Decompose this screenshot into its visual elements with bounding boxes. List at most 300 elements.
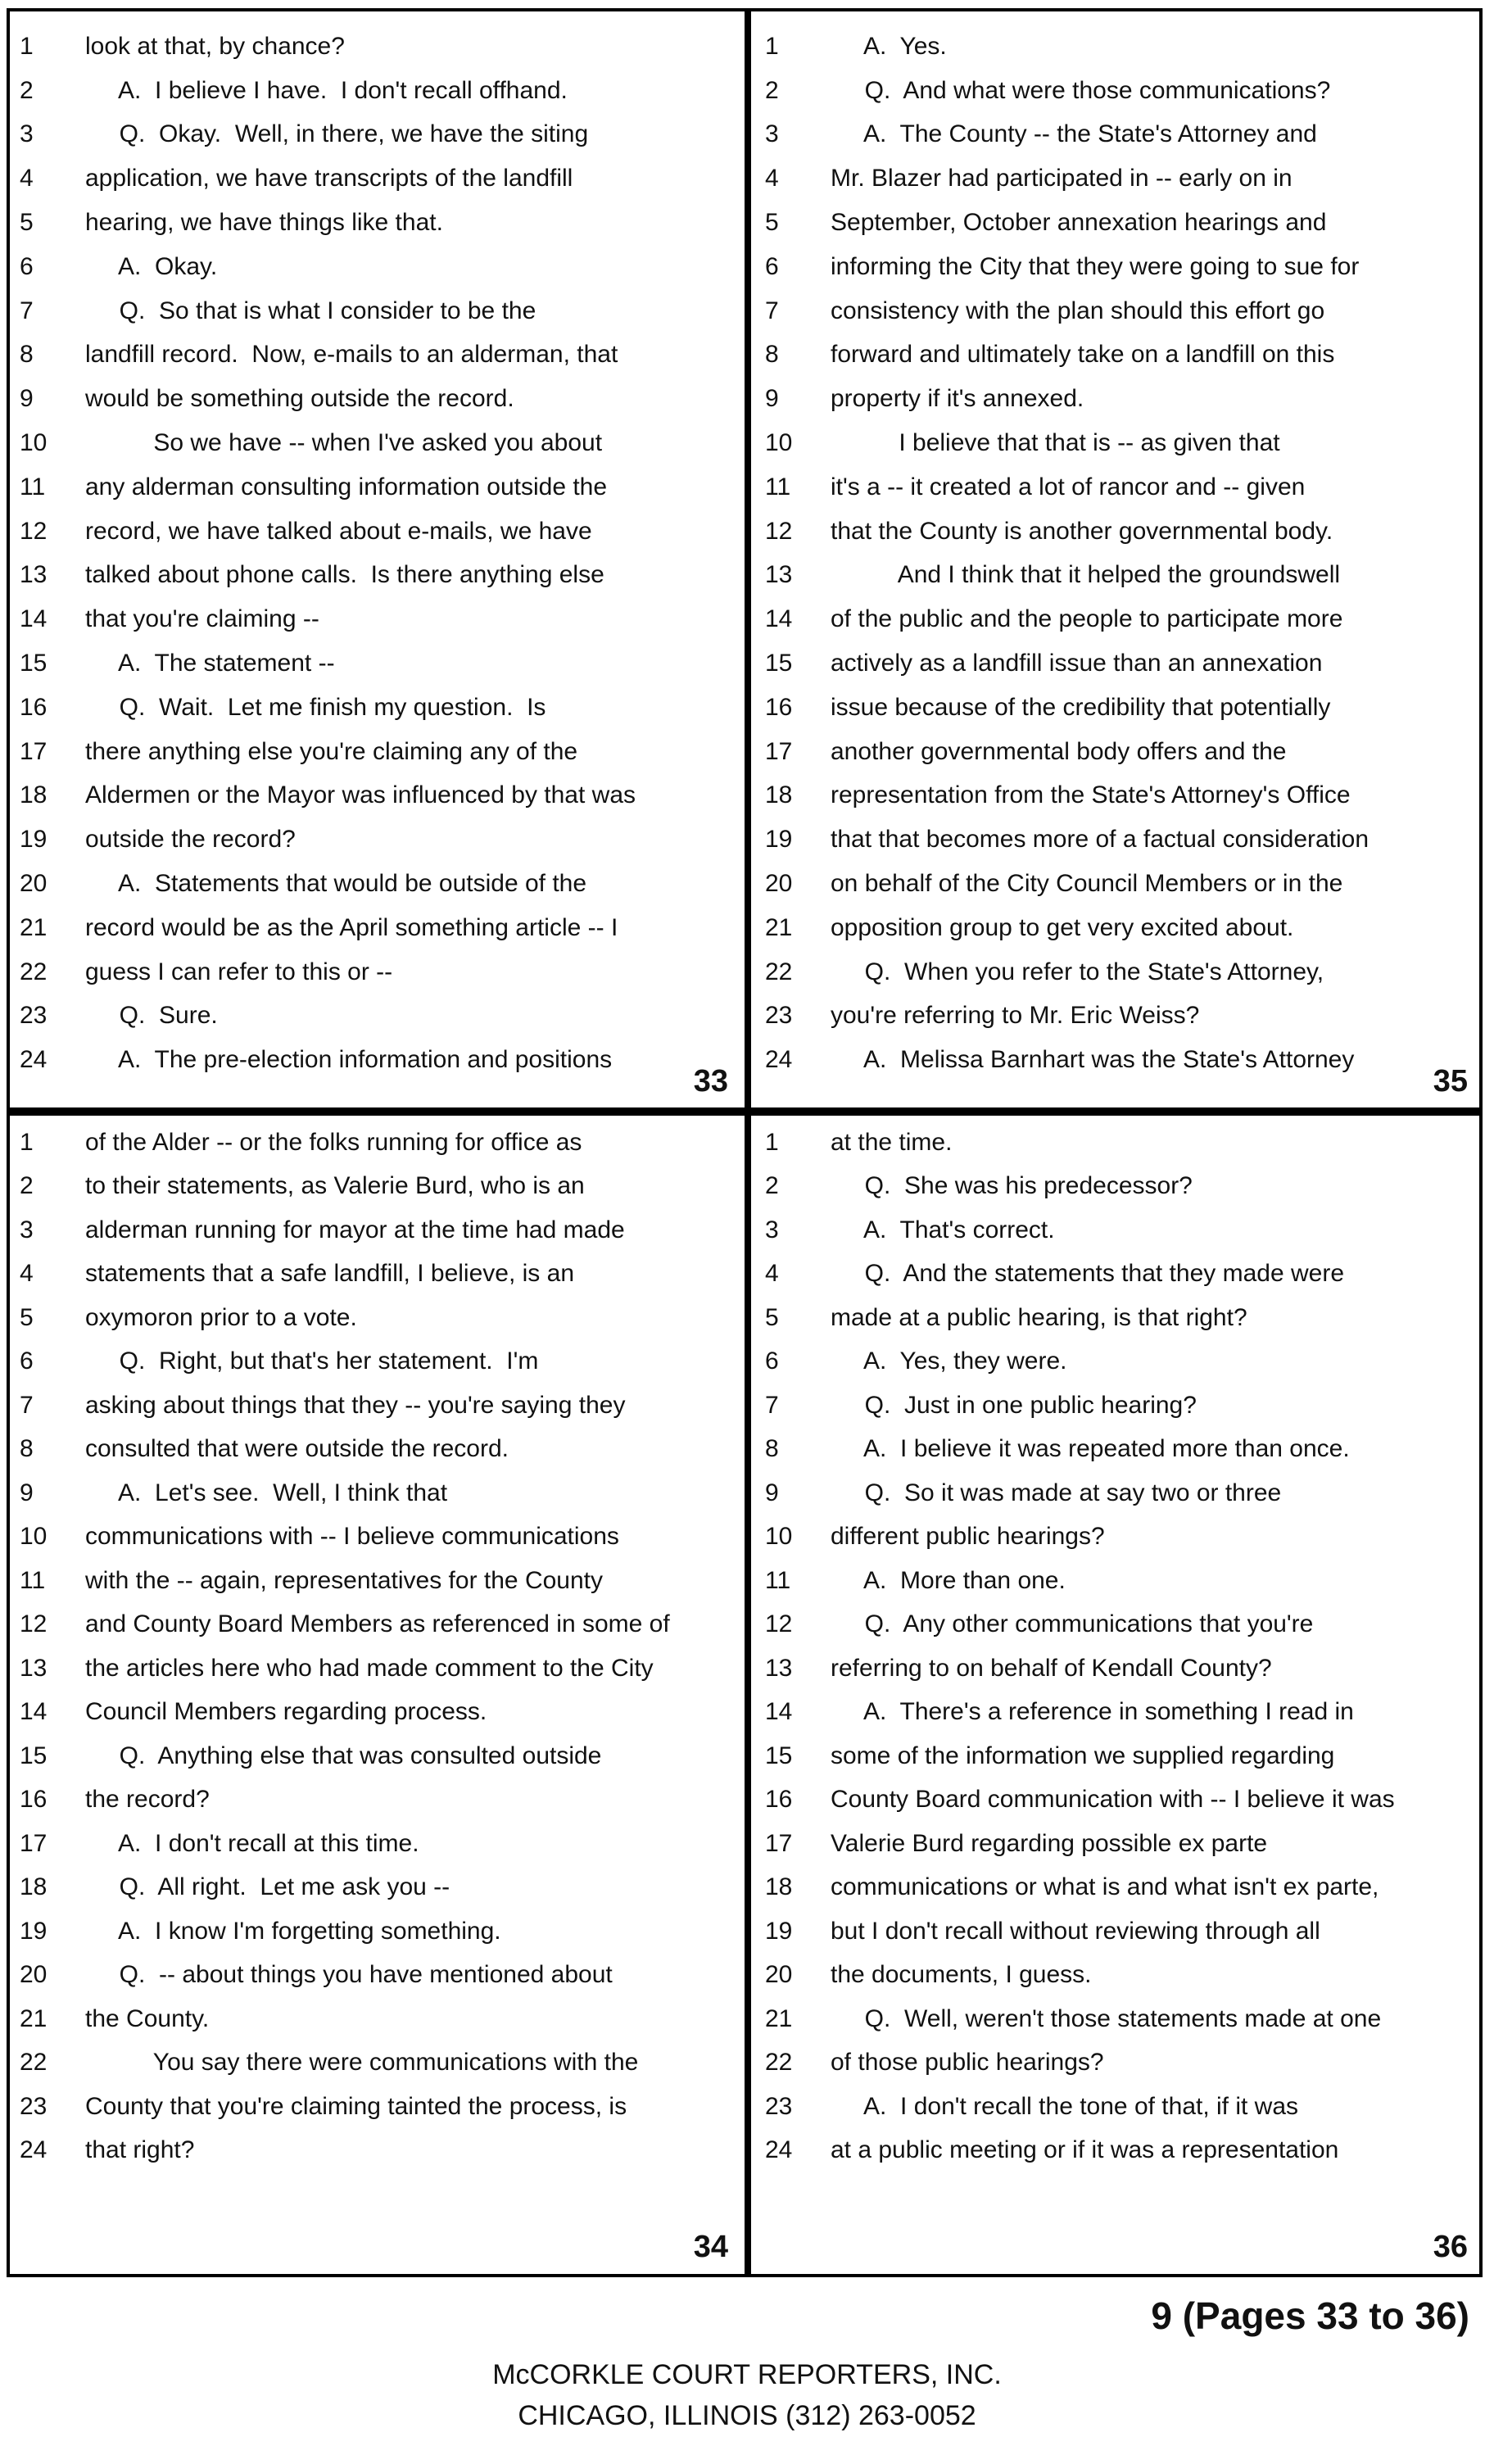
transcript-line (755, 1603, 1481, 1647)
line-number: 3 (765, 120, 779, 148)
line-number: 9 (20, 385, 34, 413)
line-number: 2 (20, 1172, 34, 1200)
line-number: 14 (20, 605, 48, 633)
line-text: landfill record. Now, e-mails to an alderman, that (85, 341, 618, 369)
line-number: 24 (20, 2136, 48, 2164)
line-number: 15 (20, 650, 48, 677)
line-number: 17 (765, 1829, 793, 1857)
transcript-line (10, 201, 741, 245)
transcript-line (10, 641, 741, 686)
transcript-line (10, 1515, 741, 1560)
transcript-line (755, 1778, 1481, 1823)
line-text: communications or what is and what isn't ex parte, (831, 1873, 1379, 1901)
line-text: Q. Wait. Let me finish my question. Is (85, 693, 546, 721)
transcript-line (10, 1296, 741, 1340)
transcript-line (755, 69, 1481, 113)
line-text: outside the record? (85, 826, 296, 854)
line-number: 23 (20, 1002, 48, 1030)
transcript-line (10, 2085, 741, 2129)
line-text: County that you're claiming tainted the process, is (85, 2092, 627, 2120)
line-text: A. The statement -- (85, 650, 335, 677)
line-number: 23 (20, 2092, 48, 2120)
line-number: 21 (20, 913, 48, 941)
line-text: Q. Right, but that's her statement. I'm (85, 1348, 539, 1375)
line-number: 7 (20, 297, 34, 324)
transcript-line (755, 1515, 1481, 1560)
line-number: 4 (765, 165, 779, 192)
line-number: 3 (20, 120, 34, 148)
line-number: 5 (20, 209, 34, 237)
line-number: 16 (20, 693, 48, 721)
line-number: 18 (20, 1873, 48, 1901)
transcript-line (755, 2041, 1481, 2086)
line-text: County Board communication with -- I believe it was (831, 1786, 1395, 1814)
line-text: to their statements, as Valerie Burd, who is an (85, 1172, 585, 1200)
transcript-line (10, 1646, 741, 1691)
transcript-line (10, 597, 741, 641)
line-text: Council Members regarding process. (85, 1698, 487, 1726)
transcript-line (755, 597, 1481, 641)
line-number: 9 (765, 1479, 779, 1506)
transcript-line (755, 818, 1481, 862)
line-text: some of the information we supplied regarding (831, 1742, 1335, 1769)
line-text: Mr. Blazer had participated in -- early on in (831, 165, 1293, 192)
transcript-line (10, 554, 741, 598)
line-number: 18 (765, 1873, 793, 1901)
transcript-line (755, 730, 1481, 774)
line-text: hearing, we have things like that. (85, 209, 443, 237)
transcript-line (755, 377, 1481, 421)
transcript-line (755, 2085, 1481, 2129)
line-text: representation from the State's Attorney's Office (831, 781, 1351, 809)
line-text: Aldermen or the Mayor was influenced by that was (85, 781, 636, 809)
transcript-line (10, 1559, 741, 1603)
line-text: made at a public hearing, is that right? (831, 1303, 1247, 1331)
line-text: different public hearings? (831, 1523, 1105, 1551)
transcript-line (10, 1121, 741, 1165)
line-number: 2 (765, 76, 779, 104)
line-number: 16 (765, 693, 793, 721)
line-text: on behalf of the City Council Members or in the (831, 870, 1343, 898)
transcript-line (755, 1428, 1481, 1472)
line-number: 20 (765, 870, 793, 898)
line-text: referring to on behalf of Kendall County? (831, 1654, 1272, 1682)
transcript-line (10, 1384, 741, 1428)
line-number: 4 (765, 1260, 779, 1288)
line-number: 8 (20, 341, 34, 369)
line-text: the County. (85, 2004, 210, 2032)
line-number: 17 (20, 1829, 48, 1857)
line-number: 18 (765, 781, 793, 809)
line-text: but I don't recall without reviewing through all (831, 1917, 1320, 1945)
line-text: A. Statements that would be outside of the (85, 870, 587, 898)
line-number: 14 (765, 1698, 793, 1726)
line-text: that that becomes more of a factual consideration (831, 826, 1370, 854)
line-text: it's a -- it created a lot of rancor and -- given (831, 473, 1306, 500)
line-text: Q. And what were those communications? (831, 76, 1331, 104)
transcript-line (755, 2129, 1481, 2173)
transcript-line (10, 1340, 741, 1384)
line-number: 2 (765, 1172, 779, 1200)
line-text: of the Alder -- or the folks running for office as (85, 1128, 582, 1156)
line-number: 2 (20, 76, 34, 104)
transcript-line (755, 1691, 1481, 1735)
transcript-line (755, 906, 1481, 950)
line-number: 14 (765, 605, 793, 633)
line-text: asking about things that they -- you're saying they (85, 1391, 626, 1419)
transcript-line (10, 906, 741, 950)
line-text: application, we have transcripts of the landfill (85, 165, 573, 192)
transcript-line (10, 730, 741, 774)
line-text: A. I know I'm forgetting something. (85, 1917, 501, 1945)
line-number: 21 (20, 2004, 48, 2032)
line-number: 24 (765, 2136, 793, 2164)
line-text: that you're claiming -- (85, 605, 319, 633)
line-number: 16 (20, 1786, 48, 1814)
transcript-line (755, 25, 1481, 69)
line-number: 13 (765, 1654, 793, 1682)
line-number: 21 (765, 2004, 793, 2032)
line-number: 15 (765, 650, 793, 677)
transcript-line (10, 1734, 741, 1778)
line-number: 11 (765, 1566, 791, 1594)
line-number: 8 (20, 1435, 34, 1463)
transcript-line (755, 686, 1481, 730)
line-number: 7 (765, 1391, 779, 1419)
page-35-panel (755, 25, 1481, 1106)
transcript-line (10, 1471, 741, 1515)
row-divider (7, 1107, 1483, 1116)
line-number: 11 (765, 473, 791, 500)
transcript-line (10, 333, 741, 378)
line-number: 19 (765, 1917, 793, 1945)
line-number: 11 (20, 473, 46, 500)
company-location: CHICAGO, ILLINOIS (312) 263-0052 (518, 2400, 976, 2431)
line-text: and County Board Members as referenced in some of (85, 1610, 670, 1638)
transcript-line (10, 510, 741, 554)
line-text: opposition group to get very excited about. (831, 913, 1294, 941)
line-text: another governmental body offers and the (831, 737, 1287, 765)
transcript-line (10, 1822, 741, 1866)
line-number: 23 (765, 1002, 793, 1030)
line-number: 20 (765, 1961, 793, 1989)
transcript-line (10, 2129, 741, 2173)
line-number: 1 (20, 1128, 34, 1156)
transcript-line (10, 1997, 741, 2041)
line-number: 9 (765, 385, 779, 413)
line-number: 24 (765, 1046, 793, 1074)
line-number: 3 (20, 1216, 34, 1243)
line-number: 19 (20, 1917, 48, 1945)
line-text: So we have -- when I've asked you about (85, 429, 603, 457)
line-number: 22 (20, 958, 48, 985)
transcript-line (755, 156, 1481, 201)
page-number: 35 (1433, 1064, 1468, 1098)
transcript-line (10, 377, 741, 421)
transcript-line (755, 554, 1481, 598)
line-number: 10 (765, 1523, 793, 1551)
transcript-line (10, 289, 741, 333)
line-text: Q. She was his predecessor? (831, 1172, 1193, 1200)
page-33-panel (10, 25, 741, 1106)
transcript-line (755, 1121, 1481, 1165)
transcript-line (755, 994, 1481, 1039)
line-text: actively as a landfill issue than an annexation (831, 650, 1323, 677)
transcript-line (10, 950, 741, 994)
line-number: 17 (20, 737, 48, 765)
pages-range-label: 9 (Pages 33 to 36) (1151, 2294, 1469, 2337)
line-text: the articles here who had made comment to the City (85, 1654, 654, 1682)
transcript-line (10, 818, 741, 862)
line-number: 6 (20, 252, 34, 280)
transcript-line (10, 1691, 741, 1735)
line-number: 12 (20, 517, 48, 545)
page-number: 33 (693, 1064, 728, 1098)
transcript-line (755, 289, 1481, 333)
line-text: A. The pre-election information and positions (85, 1046, 613, 1074)
line-number: 12 (765, 517, 793, 545)
line-text: of those public hearings? (831, 2049, 1104, 2077)
line-number: 10 (20, 1523, 48, 1551)
transcript-line (755, 1252, 1481, 1297)
line-number: 10 (20, 429, 48, 457)
line-text: look at that, by chance? (85, 32, 345, 60)
line-number: 13 (765, 561, 793, 589)
line-number: 11 (20, 1566, 46, 1594)
transcript-line (755, 774, 1481, 818)
line-text: A. Yes. (831, 32, 947, 60)
line-number: 20 (20, 870, 48, 898)
line-text: Q. -- about things you have mentioned about (85, 1961, 613, 1989)
line-number: 17 (765, 737, 793, 765)
line-number: 22 (765, 958, 793, 985)
line-text: A. Okay. (85, 252, 218, 280)
line-text: Q. All right. Let me ask you -- (85, 1873, 450, 1901)
transcript-line (10, 465, 741, 510)
transcript-line (10, 1778, 741, 1823)
transcript-line (755, 465, 1481, 510)
transcript-line (755, 1296, 1481, 1340)
line-number: 1 (20, 32, 34, 60)
transcript-line (755, 1471, 1481, 1515)
line-text: the record? (85, 1786, 210, 1814)
line-number: 7 (765, 297, 779, 324)
line-text: You say there were communications with the (85, 2049, 639, 2077)
line-number: 3 (765, 1216, 779, 1243)
line-number: 6 (765, 252, 779, 280)
transcript-line (755, 641, 1481, 686)
line-text: communications with -- I believe communications (85, 1523, 619, 1551)
transcript-line (10, 1252, 741, 1297)
line-text: talked about phone calls. Is there anything else (85, 561, 604, 589)
transcript-line (10, 994, 741, 1039)
transcript-line (755, 862, 1481, 906)
transcript-line (755, 113, 1481, 157)
line-text: forward and ultimately take on a landfill on this (831, 341, 1335, 369)
line-number: 1 (765, 32, 779, 60)
line-text: would be something outside the record. (85, 385, 514, 413)
transcript-line (10, 1165, 741, 1209)
transcript-line (755, 1340, 1481, 1384)
transcript-line (10, 25, 741, 69)
company-name: McCORKLE COURT REPORTERS, INC. (492, 2359, 1002, 2390)
line-number: 5 (765, 1303, 779, 1331)
line-text: with the -- again, representatives for the County (85, 1566, 603, 1594)
line-text: issue because of the credibility that potentially (831, 693, 1331, 721)
line-text: A. I don't recall the tone of that, if it was (831, 2092, 1299, 2120)
line-text: A. Yes, they were. (831, 1348, 1067, 1375)
line-number: 15 (765, 1742, 793, 1769)
line-number: 19 (20, 826, 48, 854)
line-number: 23 (765, 2092, 793, 2120)
line-text: Q. Well, weren't those statements made at one (831, 2004, 1382, 2032)
line-text: A. There's a reference in something I read in (831, 1698, 1354, 1726)
transcript-line (755, 421, 1481, 465)
line-text: that the County is another governmental body. (831, 517, 1333, 545)
line-text: the documents, I guess. (831, 1961, 1092, 1989)
line-number: 24 (20, 1046, 48, 1074)
line-text: at a public meeting or if it was a representation (831, 2136, 1339, 2164)
transcript-line (755, 950, 1481, 994)
transcript-line (10, 774, 741, 818)
line-number: 21 (765, 913, 793, 941)
transcript-line (10, 113, 741, 157)
line-number: 19 (765, 826, 793, 854)
line-text: Q. When you refer to the State's Attorney, (831, 958, 1324, 985)
line-number: 22 (20, 2049, 48, 2077)
line-number: 5 (765, 209, 779, 237)
line-number: 13 (20, 1654, 48, 1682)
transcript-line (10, 862, 741, 906)
transcript-line (755, 245, 1481, 289)
line-text: at the time. (831, 1128, 953, 1156)
line-number: 10 (765, 429, 793, 457)
line-number: 9 (20, 1479, 34, 1506)
transcript-line (755, 1734, 1481, 1778)
line-number: 18 (20, 781, 48, 809)
line-text: I believe that that is -- as given that (831, 429, 1280, 457)
transcript-line (10, 1428, 741, 1472)
line-text: that right? (85, 2136, 195, 2164)
page-number: 34 (693, 2230, 728, 2264)
line-number: 1 (765, 1128, 779, 1156)
line-text: consistency with the plan should this effort go (831, 297, 1325, 324)
line-text: Q. So that is what I consider to be the (85, 297, 536, 324)
line-text: consulted that were outside the record. (85, 1435, 509, 1463)
line-text: record would be as the April something article -- I (85, 913, 618, 941)
transcript-line (755, 1559, 1481, 1603)
line-number: 12 (765, 1610, 793, 1638)
line-text: Q. Just in one public hearing? (831, 1391, 1197, 1419)
line-number: 8 (765, 341, 779, 369)
line-text: A. I believe it was repeated more than once. (831, 1435, 1350, 1463)
line-text: A. Melissa Barnhart was the State's Attorney (831, 1046, 1355, 1074)
page-34-panel (10, 1121, 741, 2272)
line-number: 15 (20, 1742, 48, 1769)
transcript-line (755, 1384, 1481, 1428)
transcript-line (755, 1038, 1481, 1082)
line-number: 13 (20, 561, 48, 589)
line-text: Q. And the statements that they made were (831, 1260, 1344, 1288)
line-text: A. I believe I have. I don't recall offhand. (85, 76, 568, 104)
line-text: Q. Anything else that was consulted outside (85, 1742, 602, 1769)
transcript-line (755, 201, 1481, 245)
transcript-line (755, 1909, 1481, 1954)
page-number: 36 (1433, 2230, 1468, 2264)
transcript-line (755, 1822, 1481, 1866)
transcript-line (755, 510, 1481, 554)
transcript-line (755, 1866, 1481, 1910)
transcript-line (10, 421, 741, 465)
line-text: statements that a safe landfill, I believe, is an (85, 1260, 574, 1288)
line-text: Q. Any other communications that you're (831, 1610, 1314, 1638)
line-number: 6 (765, 1348, 779, 1375)
transcript-line (10, 1866, 741, 1910)
transcript-line (755, 1208, 1481, 1252)
line-text: A. More than one. (831, 1566, 1066, 1594)
line-number: 22 (765, 2049, 793, 2077)
line-text: record, we have talked about e-mails, we have (85, 517, 592, 545)
line-text: oxymoron prior to a vote. (85, 1303, 357, 1331)
transcript-line (755, 1997, 1481, 2041)
line-number: 7 (20, 1391, 34, 1419)
transcript-line (10, 245, 741, 289)
transcript-line (10, 1038, 741, 1082)
line-text: there anything else you're claiming any of the (85, 737, 578, 765)
line-number: 5 (20, 1303, 34, 1331)
transcript-line (10, 2041, 741, 2086)
transcript-line (755, 1646, 1481, 1691)
line-number: 14 (20, 1698, 48, 1726)
transcript-line (10, 69, 741, 113)
line-number: 6 (20, 1348, 34, 1375)
transcript-line (755, 1954, 1481, 1998)
line-text: A. That's correct. (831, 1216, 1055, 1243)
line-text: September, October annexation hearings and (831, 209, 1327, 237)
transcript-line (10, 1909, 741, 1954)
line-text: Q. Sure. (85, 1002, 218, 1030)
line-number: 4 (20, 165, 34, 192)
line-number: 20 (20, 1961, 48, 1989)
line-text: of the public and the people to participate more (831, 605, 1343, 633)
line-text: Q. Okay. Well, in there, we have the siting (85, 120, 589, 148)
line-text: A. The County -- the State's Attorney and (831, 120, 1317, 148)
line-number: 8 (765, 1435, 779, 1463)
line-text: guess I can refer to this or -- (85, 958, 393, 985)
line-number: 12 (20, 1610, 48, 1638)
line-text: informing the City that they were going to sue for (831, 252, 1360, 280)
line-text: Q. So it was made at say two or three (831, 1479, 1282, 1506)
line-text: you're referring to Mr. Eric Weiss? (831, 1002, 1200, 1030)
line-number: 4 (20, 1260, 34, 1288)
line-text: A. I don't recall at this time. (85, 1829, 419, 1857)
column-divider (745, 8, 751, 2277)
line-text: Valerie Burd regarding possible ex parte (831, 1829, 1268, 1857)
line-text: property if it's annexed. (831, 385, 1084, 413)
transcript-line (10, 1208, 741, 1252)
line-text: alderman running for mayor at the time had made (85, 1216, 625, 1243)
transcript-line (10, 1954, 741, 1998)
transcript-line (755, 1165, 1481, 1209)
line-text: A. Let's see. Well, I think that (85, 1479, 448, 1506)
transcript-line (10, 686, 741, 730)
transcript-line (10, 156, 741, 201)
line-number: 16 (765, 1786, 793, 1814)
line-text: And I think that it helped the groundswell (831, 561, 1341, 589)
transcript-line (10, 1603, 741, 1647)
page-36-panel (755, 1121, 1481, 2272)
line-text: any alderman consulting information outside the (85, 473, 608, 500)
